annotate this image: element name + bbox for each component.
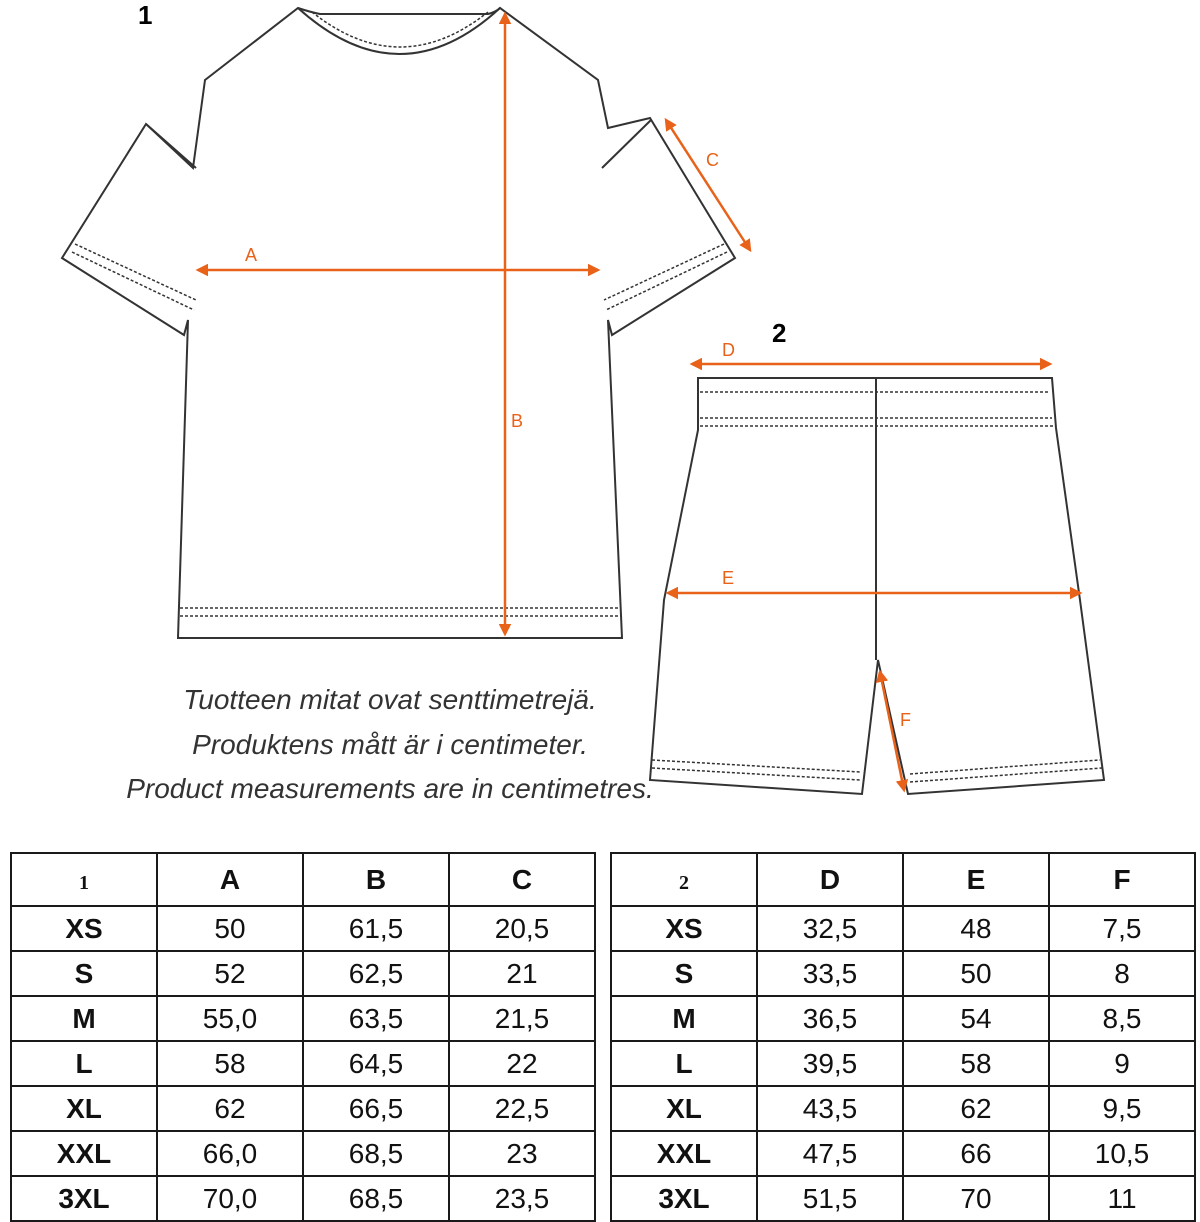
- value-cell: 66: [903, 1131, 1049, 1176]
- value-cell: 22: [449, 1041, 595, 1086]
- value-cell: 32,5: [757, 906, 903, 951]
- shorts-table-header-e: E: [903, 853, 1049, 906]
- label-c: C: [706, 150, 719, 170]
- shirt-table-header-b: B: [303, 853, 449, 906]
- label-a: A: [245, 245, 258, 265]
- shorts-table-header-f: F: [1049, 853, 1195, 906]
- table-row: [11, 1041, 595, 1086]
- value-cell: 66,0: [157, 1131, 303, 1176]
- table-row: [611, 1041, 1195, 1086]
- value-cell: 23: [449, 1131, 595, 1176]
- value-cell: 47,5: [757, 1131, 903, 1176]
- table-row: [611, 1086, 1195, 1131]
- value-cell: 21: [449, 951, 595, 996]
- arrow-f: [880, 672, 904, 790]
- shorts-number: 2: [772, 318, 787, 348]
- value-cell: 62: [157, 1086, 303, 1131]
- table-row: [11, 951, 595, 996]
- shirt-size-table: [10, 852, 596, 1222]
- size-cell: L: [11, 1041, 157, 1086]
- note-line-finnish: Tuotteen mitat ovat senttimetrejä.: [183, 684, 597, 715]
- shorts-table-header-number: 2: [611, 853, 757, 906]
- value-cell: 70,0: [157, 1176, 303, 1221]
- table-row: [11, 996, 595, 1041]
- shirt-table-header-c: C: [449, 853, 595, 906]
- note-line-english: Product measurements are in centimetres.: [126, 773, 654, 804]
- value-cell: 61,5: [303, 906, 449, 951]
- size-cell: M: [11, 996, 157, 1041]
- table-row: [11, 1176, 595, 1221]
- value-cell: 8,5: [1049, 996, 1195, 1041]
- table-row: [611, 906, 1195, 951]
- table-row: [11, 906, 595, 951]
- tshirt-drawing: [62, 8, 735, 638]
- shirt-table-header-number: 1: [11, 853, 157, 906]
- value-cell: 50: [157, 906, 303, 951]
- table-row: [11, 1131, 595, 1176]
- value-cell: 11: [1049, 1176, 1195, 1221]
- size-cell: S: [611, 951, 757, 996]
- table-row: [611, 1131, 1195, 1176]
- size-cell: XS: [611, 906, 757, 951]
- value-cell: 43,5: [757, 1086, 903, 1131]
- size-cell: 3XL: [611, 1176, 757, 1221]
- shorts-size-table: [610, 852, 1196, 1222]
- value-cell: 52: [157, 951, 303, 996]
- shorts-table-header-d: D: [757, 853, 903, 906]
- value-cell: 50: [903, 951, 1049, 996]
- value-cell: 62,5: [303, 951, 449, 996]
- size-cell: L: [611, 1041, 757, 1086]
- value-cell: 66,5: [303, 1086, 449, 1131]
- note-line-swedish: Produktens mått är i centimeter.: [192, 729, 588, 760]
- table-row: [611, 1176, 1195, 1221]
- value-cell: 63,5: [303, 996, 449, 1041]
- shirt-table-header-a: A: [157, 853, 303, 906]
- value-cell: 20,5: [449, 906, 595, 951]
- value-cell: 51,5: [757, 1176, 903, 1221]
- value-cell: 55,0: [157, 996, 303, 1041]
- value-cell: 10,5: [1049, 1131, 1195, 1176]
- size-cell: 3XL: [11, 1176, 157, 1221]
- value-cell: 7,5: [1049, 906, 1195, 951]
- label-b: B: [511, 411, 524, 431]
- size-cell: XXL: [611, 1131, 757, 1176]
- value-cell: 58: [903, 1041, 1049, 1086]
- value-cell: 9: [1049, 1041, 1195, 1086]
- size-cell: XXL: [11, 1131, 157, 1176]
- value-cell: 23,5: [449, 1176, 595, 1221]
- size-cell: XS: [11, 906, 157, 951]
- value-cell: 36,5: [757, 996, 903, 1041]
- label-d: D: [722, 340, 735, 360]
- arrow-c: [666, 120, 750, 250]
- size-cell: XL: [11, 1086, 157, 1131]
- value-cell: 9,5: [1049, 1086, 1195, 1131]
- value-cell: 70: [903, 1176, 1049, 1221]
- size-cell: S: [11, 951, 157, 996]
- value-cell: 68,5: [303, 1131, 449, 1176]
- value-cell: 58: [157, 1041, 303, 1086]
- size-cell: XL: [611, 1086, 757, 1131]
- value-cell: 62: [903, 1086, 1049, 1131]
- value-cell: 33,5: [757, 951, 903, 996]
- label-e: E: [722, 568, 735, 588]
- value-cell: 68,5: [303, 1176, 449, 1221]
- shirt-number: 1: [138, 0, 153, 30]
- value-cell: 22,5: [449, 1086, 595, 1131]
- table-row: [611, 951, 1195, 996]
- label-f: F: [900, 710, 911, 730]
- shorts-table-header-row: [611, 853, 1195, 906]
- value-cell: 54: [903, 996, 1049, 1041]
- table-row: [611, 996, 1195, 1041]
- table-row: [11, 1086, 595, 1131]
- shirt-table-header-row: [11, 853, 595, 906]
- value-cell: 21,5: [449, 996, 595, 1041]
- size-cell: M: [611, 996, 757, 1041]
- value-cell: 8: [1049, 951, 1195, 996]
- value-cell: 39,5: [757, 1041, 903, 1086]
- value-cell: 64,5: [303, 1041, 449, 1086]
- value-cell: 48: [903, 906, 1049, 951]
